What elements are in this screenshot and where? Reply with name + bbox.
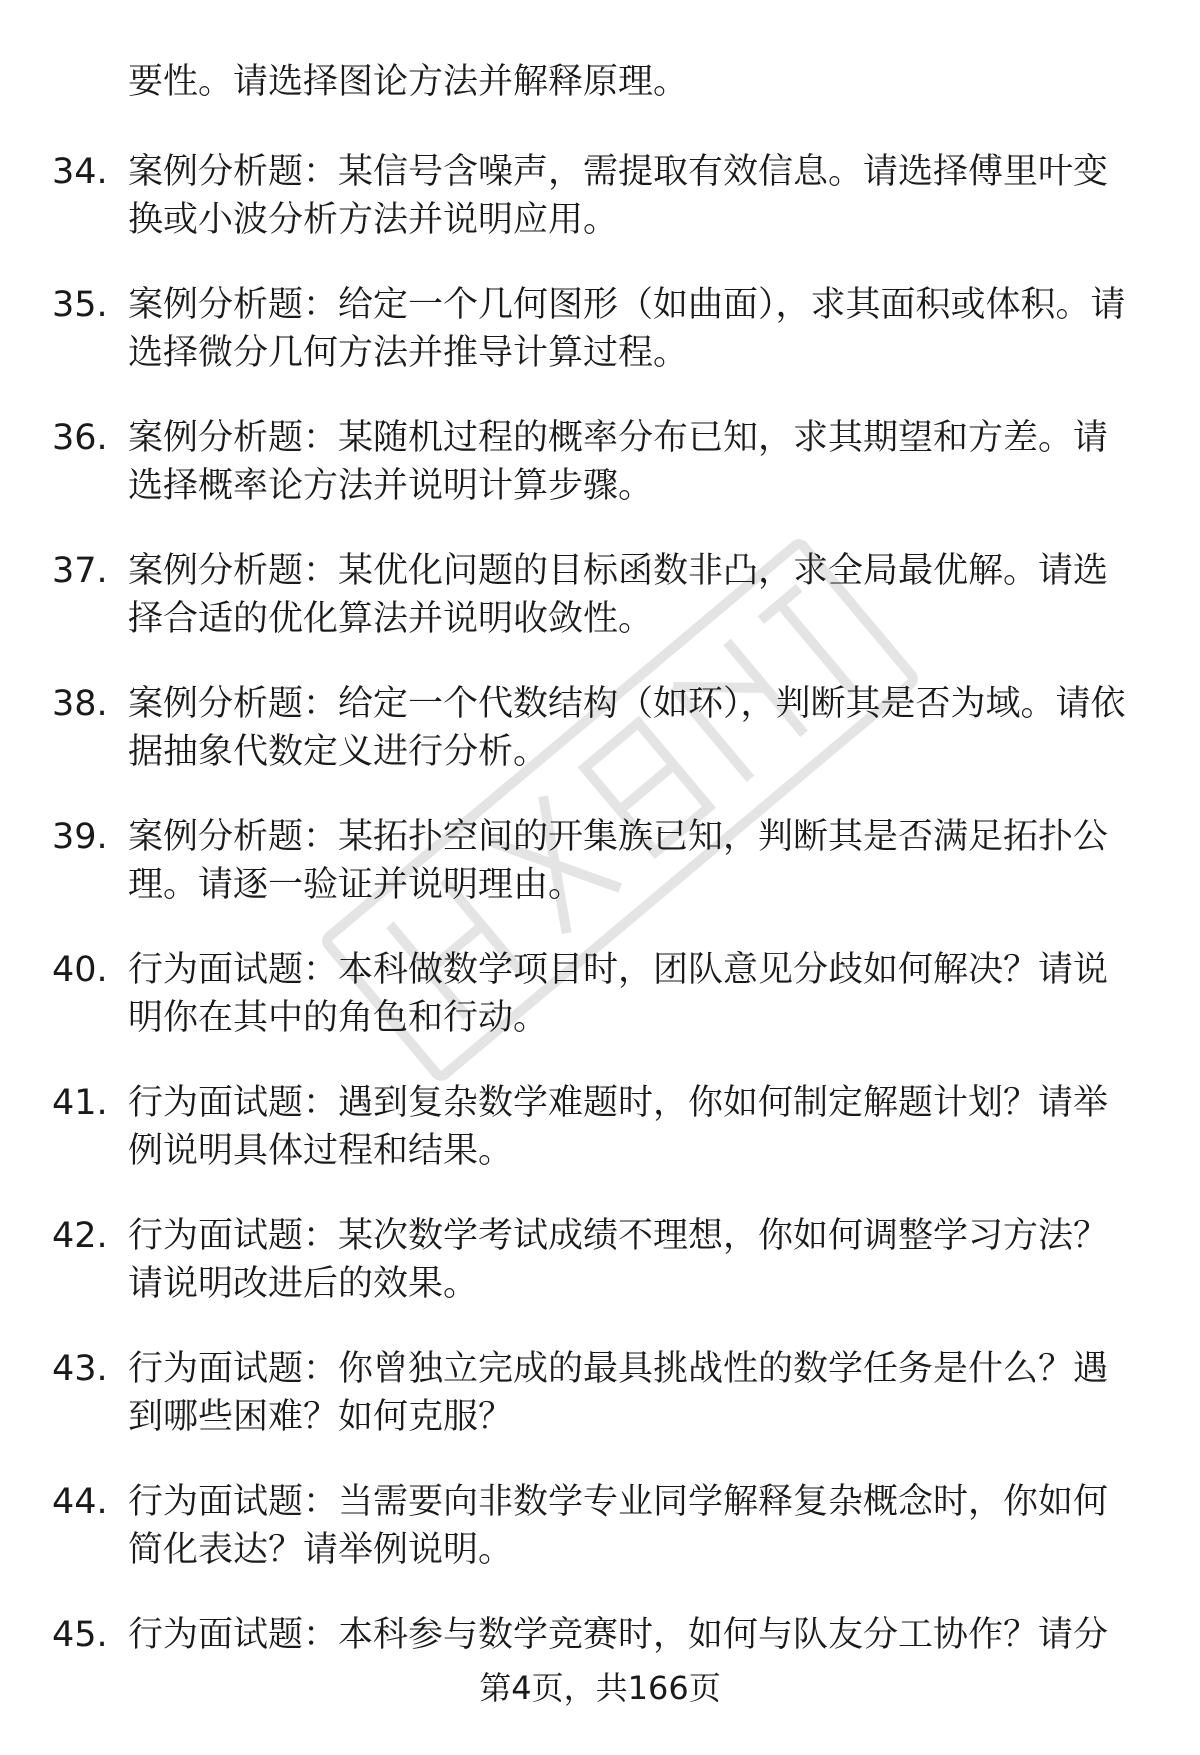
question-item-42: [0, 1212, 1200, 1345]
continuation-text: 要性。请选择图论方法并解释原理。: [128, 62, 689, 102]
question-number: 38.: [52, 684, 108, 724]
question-item-37: [0, 547, 1200, 680]
question-text: 案例分析题：某拓扑空间的开集族已知，判断其是否满足拓扑公理。请逐一验证并说明理由。: [128, 817, 1109, 905]
question-number: 39.: [52, 817, 108, 857]
question-item-39: [0, 813, 1200, 946]
question-text: 案例分析题：给定一个代数结构（如环），判断其是否为域。请依据抽象代数定义进行分析。: [128, 684, 1126, 772]
question-text: 案例分析题：某信号含噪声，需提取有效信息。请选择傅里叶变换或小波分析方法并说明应用。: [128, 152, 1109, 240]
question-number: 37.: [52, 551, 108, 591]
question-text: 行为面试题：本科参与数学竞赛时，如何与队友分工协作？请分: [128, 1615, 1109, 1655]
question-number: 36.: [52, 418, 108, 458]
question-number: 45.: [52, 1615, 108, 1655]
question-item-35: [0, 281, 1200, 414]
question-text: 案例分析题：某随机过程的概率分布已知，求其期望和方差。请选择概率论方法并说明计算步骤。: [128, 418, 1109, 506]
question-number: 44.: [52, 1482, 108, 1522]
question-number: 41.: [52, 1083, 108, 1123]
question-item-44: [0, 1478, 1200, 1611]
page-footer: 第4页，共166页: [479, 1669, 721, 1707]
question-text: 案例分析题：给定一个几何图形（如曲面），求其面积或体积。请选择微分几何方法并推导计算过程。: [128, 285, 1126, 373]
question-number: 43.: [52, 1349, 108, 1389]
question-item-43: [0, 1345, 1200, 1478]
question-item-34: [0, 148, 1200, 281]
question-text: 案例分析题：某优化问题的目标函数非凸，求全局最优解。请选择合适的优化算法并说明收敛性。: [128, 551, 1109, 639]
question-item-40: [0, 946, 1200, 1079]
question-text: 行为面试题：某次数学考试成绩不理想，你如何调整学习方法？请说明改进后的效果。: [128, 1216, 1109, 1304]
question-list: [0, 148, 1200, 1744]
question-item-38: [0, 680, 1200, 813]
question-number: 34.: [52, 152, 108, 192]
question-text: 行为面试题：本科做数学项目时，团队意见分歧如何解决？请说明你在其中的角色和行动。: [128, 950, 1109, 1038]
question-number: 35.: [52, 285, 108, 325]
question-text: 行为面试题：当需要向非数学专业同学解释复杂概念时，你如何简化表达？请举例说明。: [128, 1482, 1109, 1570]
question-number: 40.: [52, 950, 108, 990]
question-number: 42.: [52, 1216, 108, 1256]
question-item-36: [0, 414, 1200, 547]
question-text: 行为面试题：你曾独立完成的最具挑战性的数学任务是什么？遇到哪些困难？如何克服？: [128, 1349, 1109, 1437]
question-item-41: [0, 1079, 1200, 1212]
question-text: 行为面试题：遇到复杂数学难题时，你如何制定解题计划？请举例说明具体过程和结果。: [128, 1083, 1109, 1171]
